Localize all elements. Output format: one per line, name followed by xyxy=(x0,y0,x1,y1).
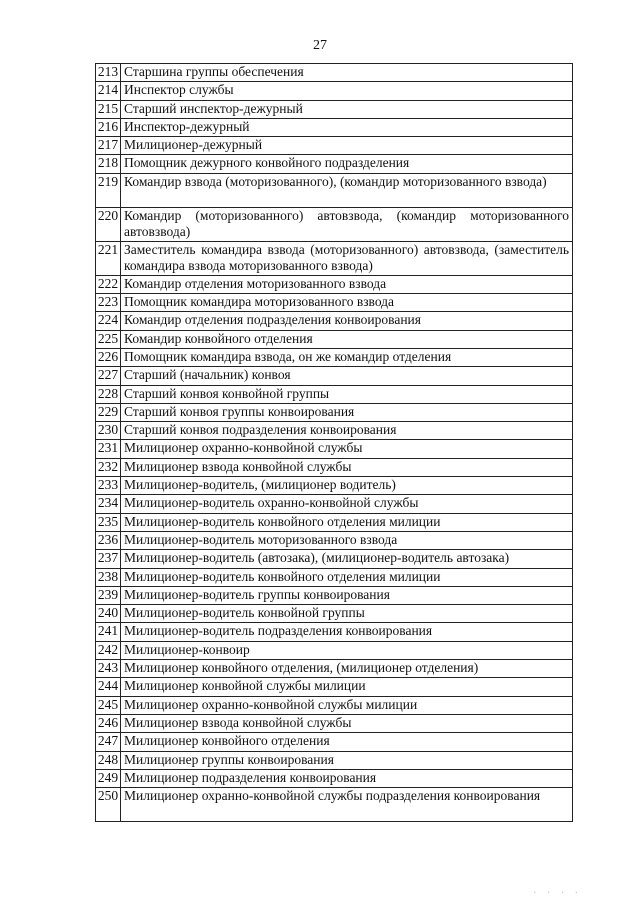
row-number: 218 xyxy=(96,155,121,173)
row-number: 226 xyxy=(96,348,121,366)
position-title: Старший конвоя подразделения конвоирования xyxy=(121,422,573,440)
row-number: 246 xyxy=(96,714,121,732)
position-title: Командир отделения моторизованного взвода xyxy=(121,275,573,293)
table-row xyxy=(96,550,573,568)
position-title: Милиционер-водитель группы конвоирования xyxy=(121,586,573,604)
row-number: 245 xyxy=(96,696,121,714)
table-row xyxy=(96,330,573,348)
table-row xyxy=(96,623,573,641)
table-row xyxy=(96,495,573,513)
row-number: 223 xyxy=(96,294,121,312)
row-number: 238 xyxy=(96,568,121,586)
table-row xyxy=(96,714,573,732)
position-title: Старшина группы обеспечения xyxy=(121,64,573,82)
table-row xyxy=(96,586,573,604)
row-number: 222 xyxy=(96,275,121,293)
table-row xyxy=(96,568,573,586)
position-title: Милиционер охранно-конвойной службы милиции xyxy=(121,696,573,714)
position-title: Милиционер-дежурный xyxy=(121,137,573,155)
row-number: 217 xyxy=(96,137,121,155)
position-title: Командир конвойного отделения xyxy=(121,330,573,348)
position-title: Милиционер-водитель конвойного отделения милиции xyxy=(121,568,573,586)
position-title: Старший конвоя конвойной группы xyxy=(121,385,573,403)
row-number: 219 xyxy=(96,173,121,207)
table-row xyxy=(96,385,573,403)
row-number: 213 xyxy=(96,64,121,82)
row-number: 221 xyxy=(96,241,121,275)
row-number: 231 xyxy=(96,440,121,458)
table-row xyxy=(96,696,573,714)
row-number: 227 xyxy=(96,367,121,385)
position-title: Милиционер-водитель охранно-конвойной службы xyxy=(121,495,573,513)
table-row xyxy=(96,403,573,421)
row-number: 225 xyxy=(96,330,121,348)
table-row xyxy=(96,678,573,696)
position-title: Командир (моторизованного) автовзвода, (командир моторизованного автовзвода) xyxy=(121,207,573,241)
table-row xyxy=(96,605,573,623)
row-number: 220 xyxy=(96,207,121,241)
table-row xyxy=(96,458,573,476)
table-row xyxy=(96,513,573,531)
table-row xyxy=(96,173,573,207)
table-row xyxy=(96,64,573,82)
position-title: Помощник дежурного конвойного подразделения xyxy=(121,155,573,173)
table-row xyxy=(96,751,573,769)
table-row xyxy=(96,118,573,136)
table-row xyxy=(96,137,573,155)
position-title: Милиционер охранно-конвойной службы xyxy=(121,440,573,458)
table-row xyxy=(96,100,573,118)
row-number: 224 xyxy=(96,312,121,330)
position-title: Милиционер подразделения конвоирования xyxy=(121,769,573,787)
row-number: 228 xyxy=(96,385,121,403)
table-row xyxy=(96,422,573,440)
position-title: Милиционер-водитель моторизованного взвода xyxy=(121,531,573,549)
row-number: 235 xyxy=(96,513,121,531)
row-number: 236 xyxy=(96,531,121,549)
table-row xyxy=(96,440,573,458)
row-number: 214 xyxy=(96,82,121,100)
row-number: 247 xyxy=(96,733,121,751)
position-title: Милиционер взвода конвойной службы xyxy=(121,714,573,732)
table-row xyxy=(96,531,573,549)
position-title: Инспектор службы xyxy=(121,82,573,100)
table-row xyxy=(96,660,573,678)
table-row xyxy=(96,477,573,495)
row-number: 244 xyxy=(96,678,121,696)
row-number: 243 xyxy=(96,660,121,678)
position-title: Старший инспектор-дежурный xyxy=(121,100,573,118)
table-row xyxy=(96,733,573,751)
position-title: Милиционер-водитель конвойной группы xyxy=(121,605,573,623)
row-number: 239 xyxy=(96,586,121,604)
position-title: Милиционер конвойного отделения xyxy=(121,733,573,751)
position-title: Милиционер-водитель (автозака), (милиционер-водитель автозака) xyxy=(121,550,573,568)
position-title: Милиционер-водитель подразделения конвоирования xyxy=(121,623,573,641)
table-row xyxy=(96,641,573,659)
table-row xyxy=(96,788,573,822)
table-row xyxy=(96,82,573,100)
row-number: 248 xyxy=(96,751,121,769)
positions-table-body xyxy=(96,64,573,822)
row-number: 234 xyxy=(96,495,121,513)
position-title: Милиционер конвойного отделения, (милиционер отделения) xyxy=(121,660,573,678)
table-row xyxy=(96,312,573,330)
position-title: Заместитель командира взвода (моторизованного) автовзвода, (заместитель командира взвода моторизованного взвода) xyxy=(121,241,573,275)
table-row xyxy=(96,769,573,787)
position-title: Инспектор-дежурный xyxy=(121,118,573,136)
row-number: 242 xyxy=(96,641,121,659)
position-title: Милиционер-конвоир xyxy=(121,641,573,659)
table-row xyxy=(96,155,573,173)
position-title: Командир отделения подразделения конвоирования xyxy=(121,312,573,330)
position-title: Милиционер охранно-конвойной службы подразделения конвоирования xyxy=(121,788,573,822)
row-number: 232 xyxy=(96,458,121,476)
scan-artifact: · · · · xyxy=(533,888,582,899)
position-title: Помощник командира моторизованного взвода xyxy=(121,294,573,312)
position-title: Милиционер-водитель, (милиционер водитель) xyxy=(121,477,573,495)
row-number: 237 xyxy=(96,550,121,568)
table-row xyxy=(96,241,573,275)
position-title: Помощник командира взвода, он же командир отделения xyxy=(121,348,573,366)
position-title: Милиционер группы конвоирования xyxy=(121,751,573,769)
table-row xyxy=(96,348,573,366)
row-number: 241 xyxy=(96,623,121,641)
position-title: Командир взвода (моторизованного), (командир моторизованного взвода) xyxy=(121,173,573,207)
table-row xyxy=(96,207,573,241)
table-row xyxy=(96,367,573,385)
row-number: 240 xyxy=(96,605,121,623)
table-row xyxy=(96,275,573,293)
row-number: 250 xyxy=(96,788,121,822)
position-title: Милиционер взвода конвойной службы xyxy=(121,458,573,476)
position-title: Старший конвоя группы конвоирования xyxy=(121,403,573,421)
position-title: Старший (начальник) конвоя xyxy=(121,367,573,385)
row-number: 249 xyxy=(96,769,121,787)
table-row xyxy=(96,294,573,312)
row-number: 216 xyxy=(96,118,121,136)
position-title: Милиционер-водитель конвойного отделения милиции xyxy=(121,513,573,531)
page-number: 27 xyxy=(313,38,327,53)
positions-table xyxy=(95,63,573,822)
row-number: 230 xyxy=(96,422,121,440)
position-title: Милиционер конвойной службы милиции xyxy=(121,678,573,696)
row-number: 233 xyxy=(96,477,121,495)
row-number: 215 xyxy=(96,100,121,118)
row-number: 229 xyxy=(96,403,121,421)
